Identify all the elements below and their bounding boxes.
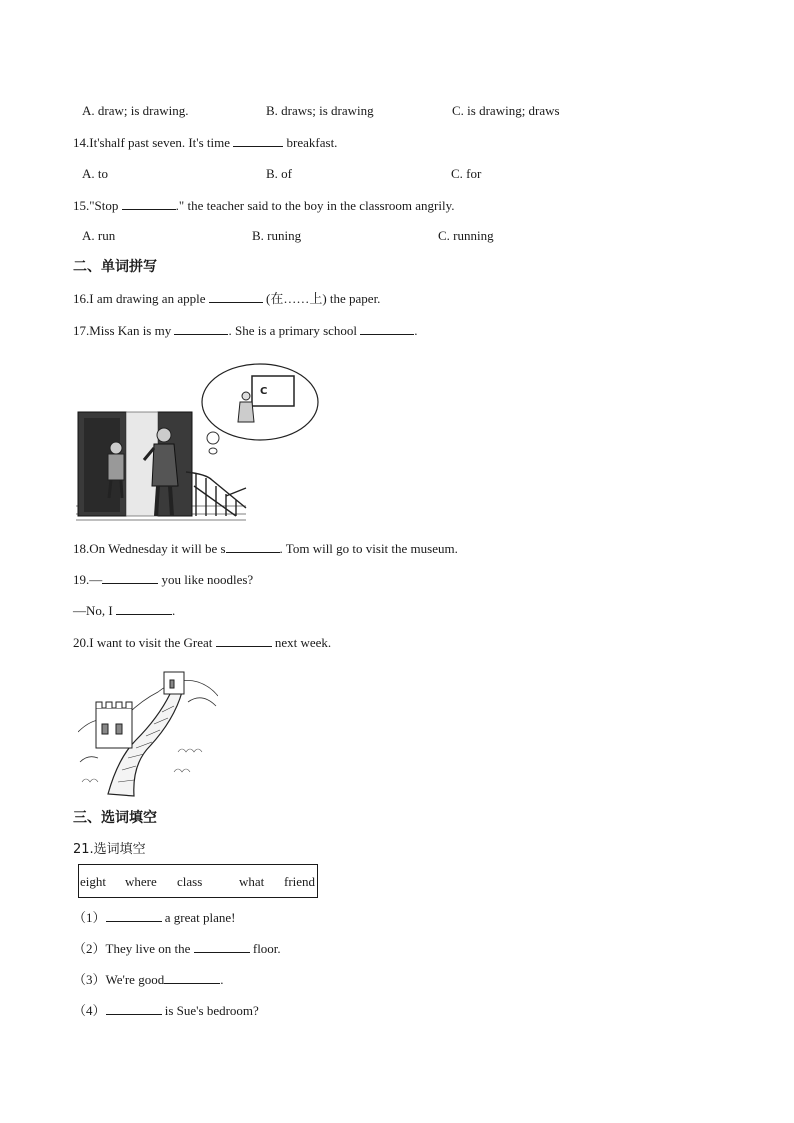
q21-item-3 <box>73 971 223 988</box>
great-wall-illustration <box>78 662 218 800</box>
q21-item-text-post: floor. <box>249 941 281 956</box>
q19-blank-1[interactable] <box>102 571 158 584</box>
watchtower-front <box>96 702 132 748</box>
q17-text-mid: . She is a primary school <box>228 323 361 338</box>
thought-bubble-small <box>207 432 219 444</box>
word-bank-item: where <box>125 874 157 889</box>
q13-option-a: A. draw; is drawing. <box>82 103 189 118</box>
q19-line-1 <box>73 571 253 588</box>
q21-item-4 <box>73 1002 259 1019</box>
q13-option-b: B. draws; is drawing <box>266 103 374 118</box>
q14-option-a: A. to <box>82 166 108 181</box>
q19-text-post: you like noodles? <box>158 572 254 587</box>
q21-title: 21.选词填空 <box>73 842 146 857</box>
q21-item-number: （1） <box>73 910 106 925</box>
q20-stem <box>73 634 331 651</box>
word-bank-box <box>78 864 318 898</box>
word-bank-item: what <box>239 874 265 889</box>
q14-blank[interactable] <box>233 134 283 147</box>
q15-option-a: A. run <box>82 228 116 243</box>
q17-blank-2[interactable] <box>360 322 414 335</box>
q20-text-post: next week. <box>271 635 332 650</box>
q21-item-text-pre: They live on the <box>105 941 194 956</box>
word-bank-item: class <box>177 874 203 889</box>
q19-answer-pre: —No, I <box>73 603 116 618</box>
q15-option-c: C. running <box>438 228 494 243</box>
q21-item-1 <box>73 909 236 926</box>
q14-option-c: C. for <box>451 166 482 181</box>
q18-text-post: . Tom will go to visit the museum. <box>279 541 458 556</box>
q20-blank[interactable] <box>216 634 272 647</box>
q17-stem <box>73 322 418 339</box>
q18-stem <box>73 540 458 557</box>
q21-item-number: （2） <box>73 941 106 956</box>
q21-item-1-blank[interactable] <box>106 909 162 922</box>
q16-stem <box>73 290 380 307</box>
q21-item-text-post: . <box>220 972 224 987</box>
q17-blank-1[interactable] <box>174 322 228 335</box>
q15-blank[interactable] <box>122 197 176 210</box>
q18-blank[interactable] <box>226 540 280 553</box>
q14-stem <box>73 134 337 151</box>
q19-blank-2[interactable] <box>116 602 172 615</box>
q15-option-b: B. runing <box>252 228 302 243</box>
q14-text-pre: 14.It'shalf past seven. It's time <box>73 135 234 150</box>
q19-line-2 <box>73 602 175 619</box>
blackboard <box>252 376 294 406</box>
thought-bubble-tiny <box>209 448 217 454</box>
section-2-title: 二、单词拼写 <box>73 259 157 275</box>
teacher-illustration <box>76 356 320 522</box>
q21-item-number: （3） <box>73 972 106 987</box>
q21-item-text-pre: We're good <box>105 972 165 987</box>
q21-item-3-blank[interactable] <box>164 971 220 984</box>
q21-item-2 <box>73 940 281 957</box>
q19-text-pre: 19.— <box>73 572 103 587</box>
teacher-head <box>242 392 250 400</box>
q21-item-text-post: a great plane! <box>161 910 236 925</box>
q21-item-2-blank[interactable] <box>194 940 250 953</box>
q16-blank[interactable] <box>209 290 263 303</box>
q15-text-pre: 15."Stop <box>73 198 122 213</box>
section-3-title: 三、选词填空 <box>73 810 157 826</box>
q21-item-4-blank[interactable] <box>106 1002 162 1015</box>
q18-text-pre: 18.On Wednesday it will be s <box>73 541 226 556</box>
q20-text-pre: 20.I want to visit the Great <box>73 635 216 650</box>
q15-text-post: ." the teacher said to the boy in the classroom angrily. <box>175 198 455 213</box>
q13-option-c: C. is drawing; draws <box>452 103 560 118</box>
q16-text-post: (在……上) the paper. <box>262 291 381 306</box>
q17-text-post: . <box>414 323 418 338</box>
q19-answer-post: . <box>171 603 176 618</box>
watchtower-back <box>164 672 184 694</box>
word-bank-item: eight <box>80 874 106 889</box>
stair-railing <box>186 472 246 516</box>
q14-text-post: breakfast. <box>283 135 338 150</box>
q14-option-b: B. of <box>266 166 292 181</box>
blackboard-letter: C <box>260 386 268 397</box>
q21-item-number: （4） <box>73 1003 106 1018</box>
q17-text-pre: 17.Miss Kan is my <box>73 323 175 338</box>
q21-item-text-post: is Sue's bedroom? <box>161 1003 259 1018</box>
q15-stem <box>73 197 454 214</box>
teacher-body <box>238 402 254 422</box>
word-bank-item: friend <box>284 874 316 889</box>
q16-text-pre: 16.I am drawing an apple <box>73 291 209 306</box>
